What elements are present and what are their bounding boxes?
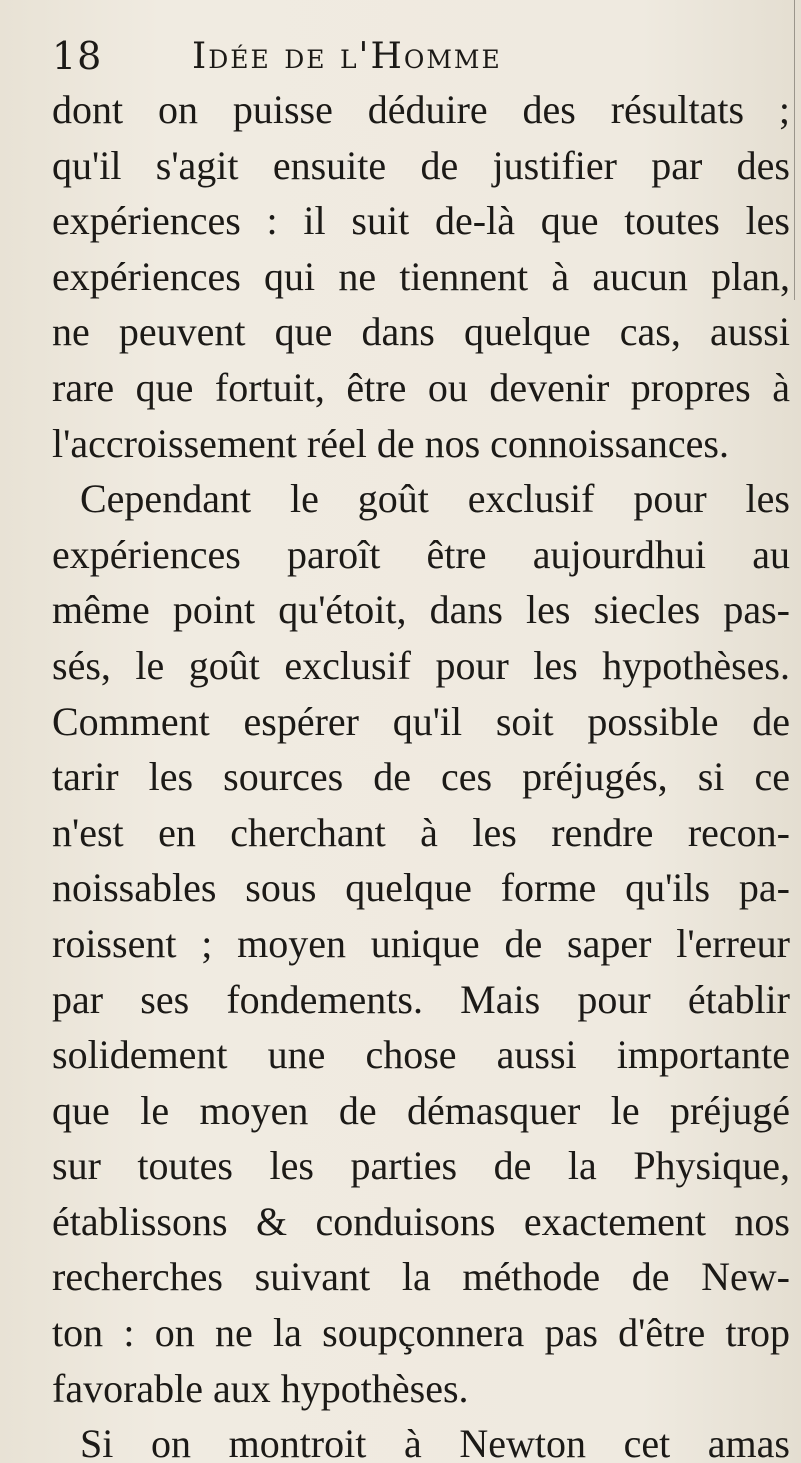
text-line: établissons & conduisons exactement nos [52,1198,790,1244]
text-line: par ses fondements. Mais pour établir [52,976,790,1022]
text-line: expériences : il suit de-là que toutes les [52,198,790,244]
text-line: sur toutes les parties de la Physique, [52,1143,790,1189]
text-line: ne peuvent que dans quelque cas, aussi [52,309,790,355]
text-line: roissent ; moyen unique de saper l'erreur [52,920,790,966]
body-text [52,82,790,1463]
text-line: expériences paroît être aujourdhui au [52,531,790,577]
text-line: sés, le goût exclusif pour les hypothèses. [52,642,790,688]
text-line: qu'il s'agit ensuite de justifier par des [52,142,790,188]
text-line: n'est en cherchant à les rendre recon- [52,809,790,855]
page-header [52,30,752,86]
text-line: que le moyen de démasquer le préjugé [52,1087,790,1133]
text-line: ton : on ne la soupçonnera pas d'être trop [52,1310,790,1356]
text-line: Comment espérer qu'il soit possible de [52,698,790,744]
text-line: même point qu'étoit, dans les siecles pas- [52,587,790,633]
text-line: dont on puisse déduire des résultats ; [52,87,790,132]
text-line: l'accroissement réel de nos connoissances. [52,420,729,466]
text-line: noissables sous quelque forme qu'ils pa- [52,865,790,911]
page-edge [794,0,795,300]
text-line: favorable aux hypothèses. [52,1365,469,1411]
text-line: tarir les sources de ces préjugés, si ce [52,754,790,800]
running-title: Idée de l'Homme [192,36,502,77]
paragraph-start-line: Cependant le goût exclusif pour les [80,476,790,522]
page-number: 18 [52,34,103,78]
text-line: expériences qui ne tiennent à aucun plan, [52,253,790,299]
paragraph-start-line: Si on montroit à Newton cet amas [80,1421,790,1463]
text-line: rare que fortuit, être ou devenir propres à [52,364,790,410]
text-line: solidement une chose aussi importante [52,1032,790,1078]
text-line: recherches suivant la méthode de New- [52,1254,790,1300]
